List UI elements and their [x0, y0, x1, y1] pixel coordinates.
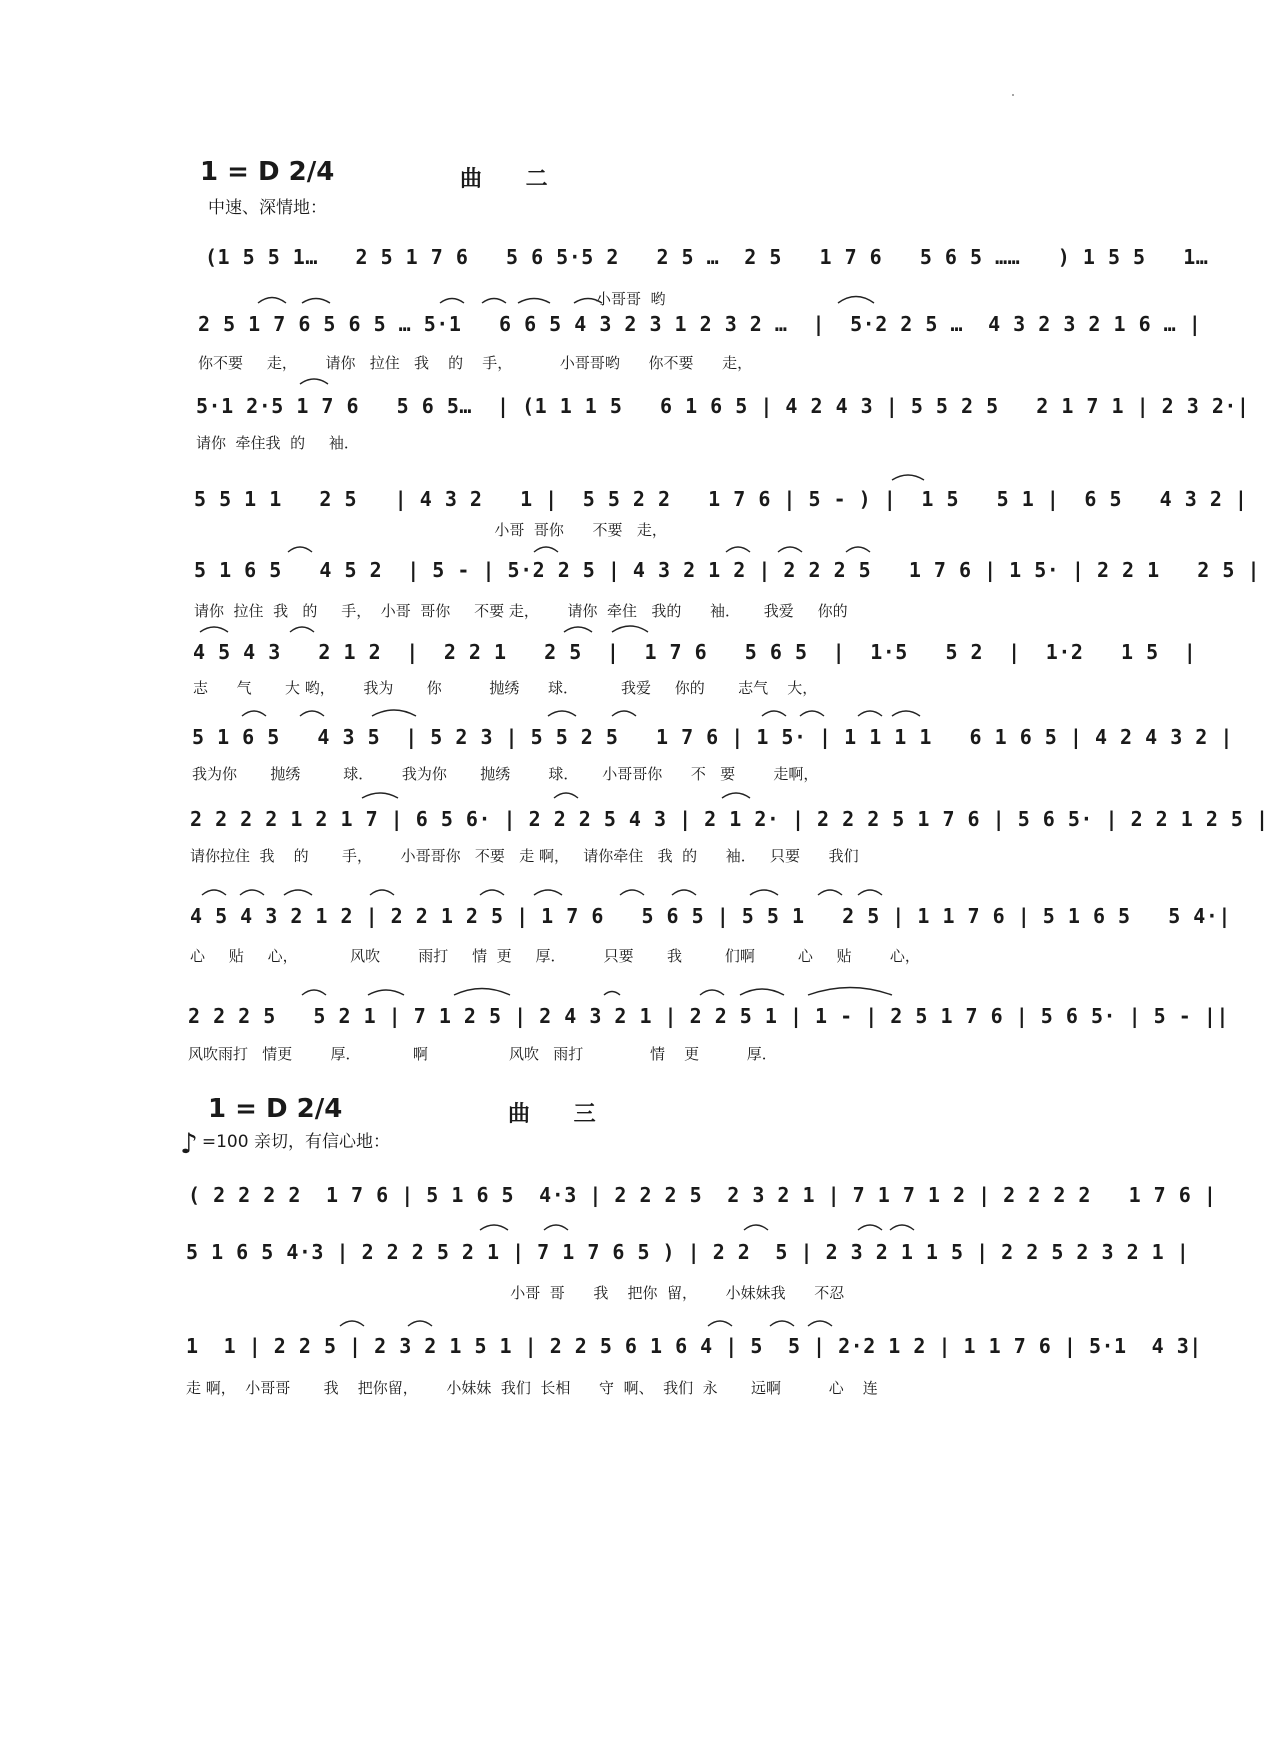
song3-tempo-text: =100 亲切，有信心地： [201, 1132, 390, 1152]
song2-notation-line-2: 2 5 1 7 6 5 6 5 … 5·1 6 6 5 4 3 2 3 1 2 3 2 … | 5·2 2 5 … 4 3 2 3 2 1 6 … | [198, 312, 1202, 336]
song2-notation-line-1: (1 5 5 1… 2 5 1 7 6 5 6 5·5 2 2 5 … 2 5 1 7 6 5 6 5 …… ) 1 5 5 1… [205, 245, 1209, 269]
song2-tempo-marking: 中速、深情地： [208, 198, 327, 218]
song2-lyric-line-8: 请你拉住 我 的 手， 小哥哥你 不要 走 啊， 请你牵住 我 的 袖． 只要 我们 [190, 847, 859, 865]
song2-notation-line-5: 5 1 6 5 4 5 2 | 5 - | 5·2 2 5 | 4 3 2 1 2 | 2 2 2 5 1 7 6 | 1 5· | 2 2 1 2 5 | [194, 558, 1260, 582]
song2-lyric-line-9: 心 贴 心， 风吹 雨打 情 更 厚． 只要 我 们啊 心 贴 心， [190, 947, 920, 965]
song2-lyric-line-3: 请你 牵住我 的 袖． [196, 434, 359, 452]
song3-notation-line-1: ( 2 2 2 2 1 7 6 | 5 1 6 5 4·3 | 2 2 2 5 2 3 2 1 | 7 1 7 1 2 | 2 2 2 2 1 7 6 | [188, 1183, 1217, 1207]
song2-lyric-line-2: 你不要 走， 请你 拉住 我 的 手， 小哥哥哟 你不要 走， [198, 354, 753, 372]
song2-lyric-line-10: 风吹雨打 情更 厚． 啊 风吹 雨打 情 更 厚． [188, 1045, 777, 1063]
song3-title: 曲 三 [508, 1101, 614, 1127]
song2-title: 曲 二 [460, 166, 566, 192]
song2-notation-line-6: 4 5 4 3 2 1 2 | 2 2 1 2 5 | 1 7 6 5 6 5 | 1·5 5 2 | 1·2 1 5 | [193, 640, 1197, 664]
song3-tempo-marking [180, 1127, 390, 1160]
song2-notation-line-8: 2 2 2 2 1 2 1 7 | 6 5 6· | 2 2 2 5 4 3 | 2 1 2· | 2 2 2 5 1 7 6 | 5 6 5· | 2 2 1 2 5 | [190, 807, 1269, 831]
eighth-note-icon: ♪ [180, 1127, 198, 1160]
song2-lyric-line-1: 小哥哥 哟 [205, 290, 666, 308]
scan-speck [1012, 94, 1014, 96]
song2-notation-line-9: 4 5 4 3 2 1 2 | 2 2 1 2 5 | 1 7 6 5 6 5 | 5 5 1 2 5 | 1 1 7 6 | 5 1 6 5 5 4·| [190, 904, 1231, 928]
song2-lyric-line-7: 我为你 抛绣 球． 我为你 抛绣 球． 小哥哥你 不 要 走啊， [192, 765, 819, 783]
song2-notation-line-3: 5·1 2·5 1 7 6 5 6 5… | (1 1 1 5 6 1 6 5 | 4 2 4 3 | 5 5 2 5 2 1 7 1 | 2 3 2·| [196, 394, 1250, 418]
song2-lyric-line-5: 请你 拉住 我 的 手， 小哥 哥你 不要 走， 请你 牵住 我的 袖． 我爱 你的 [194, 602, 848, 620]
song2-key-signature: 1 = D 2/4 [200, 157, 335, 187]
song2-notation-line-4: 5 5 1 1 2 5 | 4 3 2 1 | 5 5 2 2 1 7 6 | 5 - ) | 1 5 5 1 | 6 5 4 3 2 | [194, 487, 1248, 511]
song2-notation-line-7: 5 1 6 5 4 3 5 | 5 2 3 | 5 5 2 5 1 7 6 | 1 5· | 1 1 1 1 6 1 6 5 | 4 2 4 3 2 | [192, 725, 1233, 749]
song2-lyric-line-6: 志 气 大 哟， 我为 你 抛绣 球． 我爱 你的 志气 大， [193, 679, 818, 697]
song2-notation-line-10: 2 2 2 5 5 2 1 | 7 1 2 5 | 2 4 3 2 1 | 2 2 5 1 | 1 - | 2 5 1 7 6 | 5 6 5· | 5 - || [188, 1004, 1229, 1028]
song3-key-signature: 1 = D 2/4 [208, 1094, 343, 1124]
song3-lyric-line-2: 走 啊， 小哥哥 我 把你留， 小妹妹 我们 长相 守 啊、 我们 永 远啊 心 连 [186, 1379, 878, 1397]
song2-lyric-line-4: 小哥 哥你 不要 走， [194, 521, 667, 539]
song3-notation-line-2: 5 1 6 5 4·3 | 2 2 2 5 2 1 | 7 1 7 6 5 ) | 2 2 5 | 2 3 2 1 1 5 | 2 2 5 2 3 2 1 | [186, 1240, 1190, 1264]
song3-lyric-line-1: 小哥 哥 我 把你 留， 小妹妹我 不忍 [186, 1284, 845, 1302]
song3-notation-line-3: 1 1 | 2 2 5 | 2 3 2 1 5 1 | 2 2 5 6 1 6 4 | 5 5 | 2·2 1 2 | 1 1 7 6 | 5·1 4 3| [186, 1334, 1202, 1358]
